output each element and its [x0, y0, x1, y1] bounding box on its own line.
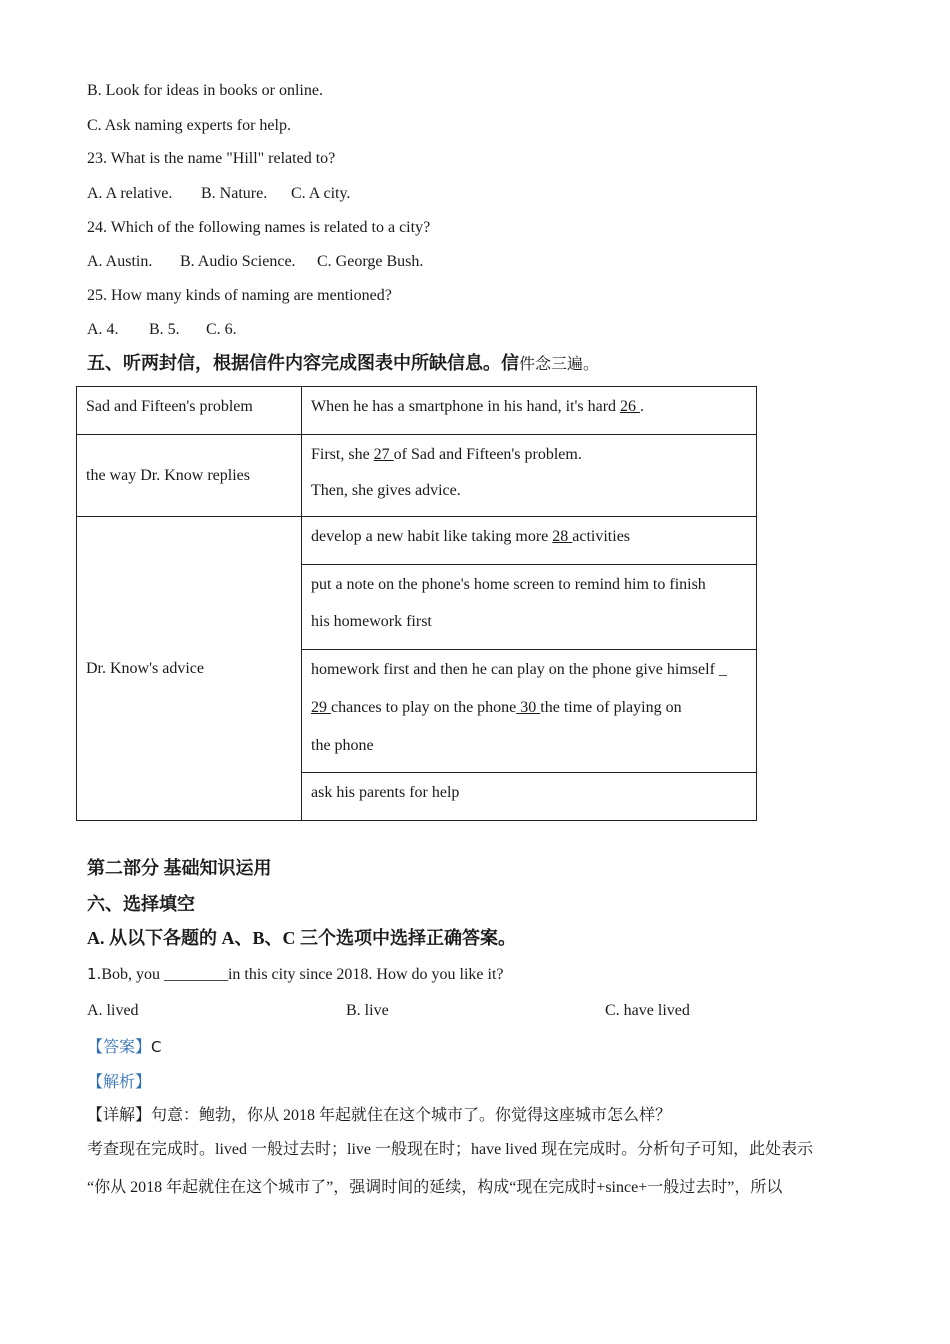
blank-30: 30	[516, 699, 541, 716]
row1-label: Sad and Fifteen's problem	[77, 387, 302, 435]
advice-label: Dr. Know's advice	[77, 517, 302, 821]
q24-option-c: C. George Bush.	[317, 253, 424, 270]
table-row	[77, 435, 757, 517]
q24-options	[87, 252, 423, 272]
info-table	[76, 386, 757, 821]
sectionA-heading: A. 从以下各题的 A、B、C 三个选项中选择正确答案。	[87, 928, 517, 948]
explain-line-2: “你从 2018 年起就住在这个城市了”，强调时间的延续，构成“现在完成时+since+一般过去时”，所以	[87, 1179, 783, 1196]
q1-question	[87, 964, 504, 985]
q23-question: 23. What is the name "Hill" related to?	[87, 150, 336, 167]
analysis-label: 【解析】	[87, 1074, 152, 1091]
advice1-pre: develop a new habit like taking more	[311, 528, 553, 545]
advice3-line1: homework first and then he can play on the phone give himself _	[311, 661, 727, 678]
row2-line1-post: of Sad and Fifteen's problem.	[393, 446, 582, 463]
q1-option-c: C. have lived	[605, 1002, 690, 1019]
q25-question: 25. How many kinds of naming are mentioned?	[87, 287, 392, 304]
q23-options	[87, 184, 350, 204]
advice2-line2: his homework first	[311, 613, 432, 630]
q24-question: 24. Which of the following names is related to a city?	[87, 219, 431, 236]
row2-content	[302, 435, 757, 517]
advice-3	[302, 650, 757, 773]
row2-line2: Then, she gives advice.	[311, 482, 461, 499]
row1-text-post: .	[640, 398, 645, 415]
detail-label: 【详解】	[87, 1107, 152, 1124]
row1-text-pre: When he has a smartphone in his hand, it's hard	[311, 398, 621, 415]
blank-28: 28	[552, 528, 573, 545]
q23-option-a: A. A relative.	[87, 185, 173, 202]
advice3-line2-post: the time of playing on	[540, 699, 682, 716]
row2-label: the way Dr. Know replies	[77, 435, 302, 517]
q1-option-b: B. live	[346, 1002, 389, 1019]
detail-line	[87, 1106, 671, 1126]
advice3-line3: the phone	[311, 737, 374, 754]
answer-line	[87, 1037, 162, 1058]
advice-4: ask his parents for help	[302, 773, 757, 821]
q1-text: Bob, you ________in this city since 2018. How do you like it?	[101, 966, 504, 983]
table-row	[77, 517, 757, 565]
detail-text: 句意：鲍勃，你从 2018 年起就住在这个城市了。你觉得这座城市怎么样？	[151, 1107, 672, 1124]
section5-heading-bold: 五、听两封信，根据信件内容完成图表中所缺信息。信	[87, 353, 519, 373]
section5-heading-rest: 件念三遍。	[519, 356, 600, 373]
q23-option-c: C. A city.	[291, 185, 351, 202]
q23-option-b: B. Nature.	[201, 185, 268, 202]
q25-option-b: B. 5.	[149, 321, 180, 338]
q1-option-a: A. lived	[87, 1002, 139, 1019]
q22-option-c: C. Ask naming experts for help.	[87, 117, 291, 134]
q1-number: 1.	[87, 965, 102, 983]
advice3-line2	[311, 698, 747, 718]
advice-2	[302, 565, 757, 650]
table-row	[77, 387, 757, 435]
q25-option-c: C. 6.	[206, 321, 237, 338]
explain-line-1: 考查现在完成时。lived 一般过去时；live 一般现在时；have lived 现在完成时。分析句子可知，此处表示	[87, 1141, 814, 1158]
q22-option-b: B. Look for ideas in books or online.	[87, 82, 323, 99]
advice2-line1: put a note on the phone's home screen to remind him to finish	[311, 576, 706, 593]
q25-options	[87, 320, 237, 340]
advice3-line2-mid: chances to play on the phone	[331, 699, 517, 716]
answer-label: 【答案】	[87, 1039, 152, 1056]
row2-line1-pre: First, she	[311, 446, 374, 463]
part2-title: 第二部分 基础知识运用	[87, 858, 272, 878]
q1-options	[87, 1001, 690, 1021]
row2-line1	[311, 445, 747, 465]
answer-value: C	[151, 1038, 162, 1056]
q25-option-a: A. 4.	[87, 321, 119, 338]
advice-1	[302, 517, 757, 565]
blank-27: 27	[373, 446, 394, 463]
q24-option-b: B. Audio Science.	[180, 253, 296, 270]
q24-option-a: A. Austin.	[87, 253, 153, 270]
advice1-post: activities	[572, 528, 631, 545]
blank-26: 26	[620, 398, 641, 415]
blank-29: 29	[311, 699, 331, 716]
row1-content	[302, 387, 757, 435]
section5-heading	[87, 353, 599, 375]
section6-heading: 六、选择填空	[87, 894, 195, 914]
